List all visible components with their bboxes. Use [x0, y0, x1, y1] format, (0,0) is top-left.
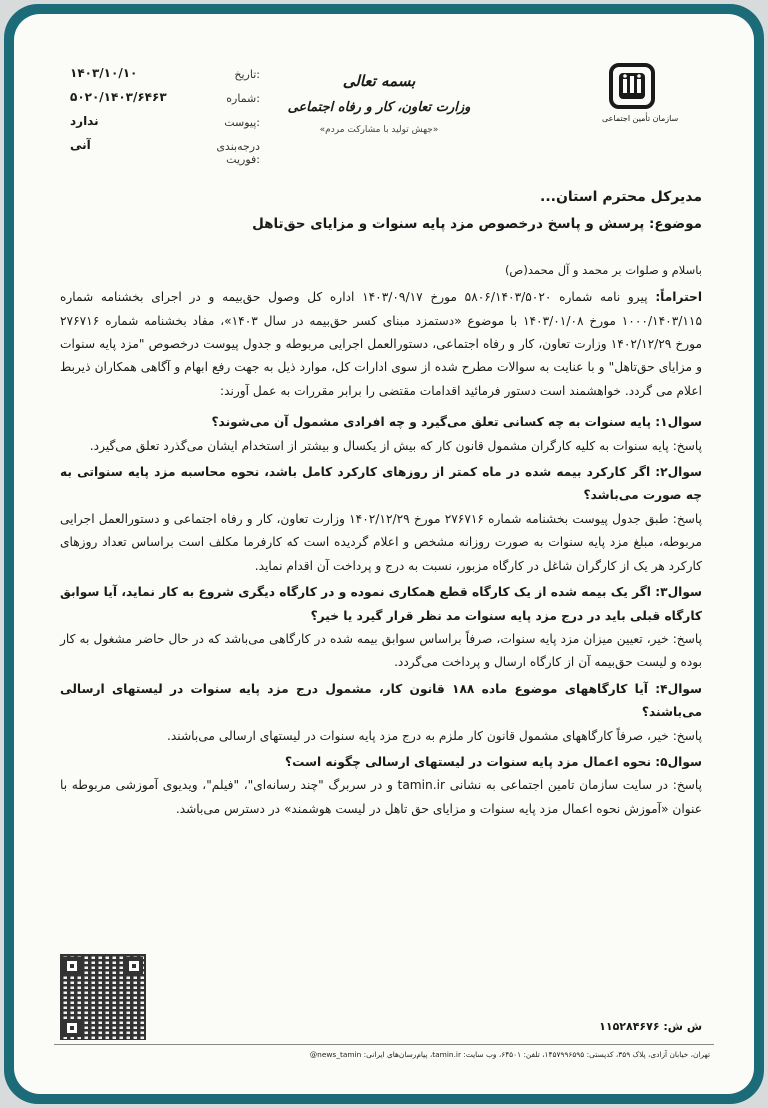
intro-text: پیرو نامه شماره ۵۸۰۶/۱۴۰۳/۵۰۲۰ مورخ ۱۴۰۳/۰۹/۱۷ اداره کل وصول حق‌بیمه و در اجرای بخشنامه شماره ۱۰۰۰/۱۴۰۳/۱۱۵ مورخ ۱۴۰۳/۰۱/۰۸ با موضوع «دستمزد مبنای کسر حق‌بیمه در سال ۱۴۰۳»، مفاد بخشنامه شماره ۲۷۶۷۱۶ مورخ ۱۴۰۲/۱۲/۲۹ وزارت تعاون، کار و رفاه اجتماعی، دستورالعمل اجرایی مربوطه و جدول پیوست درخصوص "مزد پایه سنوات و مزایای حق‌تاهل" و با عنایت به سوالات مطرح شده از سوی ادارات کل، موارد ذیل به جهت رفع ابهام و آگاهی همکاران ذیربط اعلام می گردد. خواهشمند است دستور فرمائید اقدامات مقتضی را برابر مقررات به عمل آورند: — [60, 290, 702, 398]
slogan: «جهش تولید با مشارکت مردم» — [319, 125, 439, 135]
tamin-logo-icon — [608, 62, 656, 110]
meta-date — [70, 66, 260, 90]
priority-label: درجه‌بندی فوریت: — [216, 140, 260, 166]
question-4: سوال۴: آیا کارگاههای موضوع ماده ۱۸۸ قانون کار، مشمول درج مزد پایه سنوات در لیستهای ارسالی می‌باشند؟ — [60, 681, 703, 720]
org-name: سازمان تأمین اجتماعی — [602, 114, 679, 123]
letter-heading — [284, 72, 474, 135]
question-1: سوال۱: پایه سنوات به چه کسانی تعلق می‌گیرد و چه افرادی مشمول آن می‌شوند؟ — [211, 415, 702, 430]
number-value: ۵۰۲۰/۱۴۰۳/۶۴۶۳ — [70, 90, 167, 104]
footer-address: تهران، خیابان آزادی، پلاک ۳۵۹، کدپستی: ۱۴۵۷۹۹۶۵۹۵، تلفن: ۶۴۵۰۱، وب سایت: tamin.ir، پیام‌رسان‌های ایرانی: news_tamin@ — [309, 1050, 710, 1059]
answer-1: پاسخ: پایه سنوات به کلیه کارگران مشمول قانون کار که بیش از یکسال و بیشتر از استخدام ایشان می‌گذرد تعلق می‌گیرد. — [89, 438, 702, 453]
question-5: سوال۵: نحوه اعمال مزد پایه سنوات در لیستهای ارسالی چگونه است؟ — [285, 754, 702, 769]
qr-finder-pattern — [125, 957, 143, 975]
intro-paragraph — [60, 286, 702, 403]
org-logo — [602, 62, 679, 123]
basmala: بسمه تعالی — [342, 72, 416, 90]
meta-number — [70, 90, 260, 114]
footer-divider — [54, 1044, 714, 1045]
attachment-value: ندارد — [70, 114, 99, 128]
date-value: ۱۴۰۳/۱۰/۱۰ — [70, 66, 138, 80]
letter-page — [14, 14, 754, 1094]
greeting: باسلام و صلوات بر محمد و آل محمد(ص) — [504, 262, 702, 277]
question-2: سوال۲: اگر کارکرد بیمه شده در ماه کمتر از روزهای کارکرد کامل باشد، نحوه محاسبه مزد پایه سنواتی به چه صورت می‌باشد؟ — [60, 465, 702, 503]
priority-value: آنی — [70, 138, 91, 152]
addressee: مدیرکل محترم استان... — [540, 189, 702, 205]
meta-attachment — [70, 114, 260, 138]
answer-4: پاسخ: خیر، صرفاً کارگاههای مشمول قانون کار ملزم به درج مزد پایه سنوات در لیستهای ارسالی می‌باشند. — [167, 728, 702, 743]
answer-3: پاسخ: خیر، تعیین میزان مزد پایه سنوات، صرفاً براساس سوابق بیمه شده در کارگاهی می‌باشد که در حال حاضر مشغول به کار بوده و لیست حق‌بیمه آن از کارگاه ارسال و پرداخت می‌گردد. — [60, 631, 702, 670]
question-3: سوال۳: اگر یک بیمه شده از یک کارگاه قطع همکاری نموده و در کارگاه دیگری شروع به کار نماید، آیا سوابق کارگاه قبلی باید در درج مزد پایه سنوات مد نظر قرار گیرد یا خیر؟ — [60, 585, 702, 623]
qr-finder-pattern — [63, 1019, 81, 1037]
date-label: تاریخ: — [234, 68, 260, 81]
qr-finder-pattern — [63, 957, 81, 975]
number-label: شماره: — [226, 92, 260, 105]
ministry-name: وزارت تعاون، کار و رفاه اجتماعی — [287, 100, 471, 115]
letter-meta — [70, 66, 260, 166]
tracking-number: ش ش: ۱۱۵۲۸۴۶۷۶ — [599, 1020, 702, 1033]
attachment-label: پیوست: — [224, 116, 260, 129]
letter-body — [60, 186, 702, 823]
meta-priority — [70, 138, 260, 166]
answer-2: پاسخ: طبق جدول پیوست بخشنامه شماره ۲۷۶۷۱۶ مورخ ۱۴۰۲/۱۲/۲۹ وزارت تعاون، کار و رفاه اجتماعی و دستورالعمل اجرایی مربوطه، مبلغ مزد پایه سنوات به صورت روزانه مشخص و اعلام گردیده است که کارفرما مکلف است براساس تعداد روزهای کارکرد هر یک از کارگران شاغل در کارگاه مزبور، نسبت به درج و پرداخت آن اقدام نماید. — [60, 511, 703, 573]
answer-5: پاسخ: در سایت سازمان تامین اجتماعی به نشانی tamin.ir و در سربرگ "چند رسانه‌ای"، "فیلم"، ویدیوی آموزشی مربوطه با عنوان «آموزش نحوه اعمال مزد پایه سنوات و مزایای حق تاهل در لیست هوشمند» در دسترس می‌باشد. — [60, 778, 702, 816]
qr-code — [60, 954, 146, 1040]
subject: موضوع: پرسش و پاسخ درخصوص مزد پایه سنوات و مزایای حق‌تاهل — [252, 216, 702, 233]
intro-label: احتراماً: — [655, 290, 703, 305]
